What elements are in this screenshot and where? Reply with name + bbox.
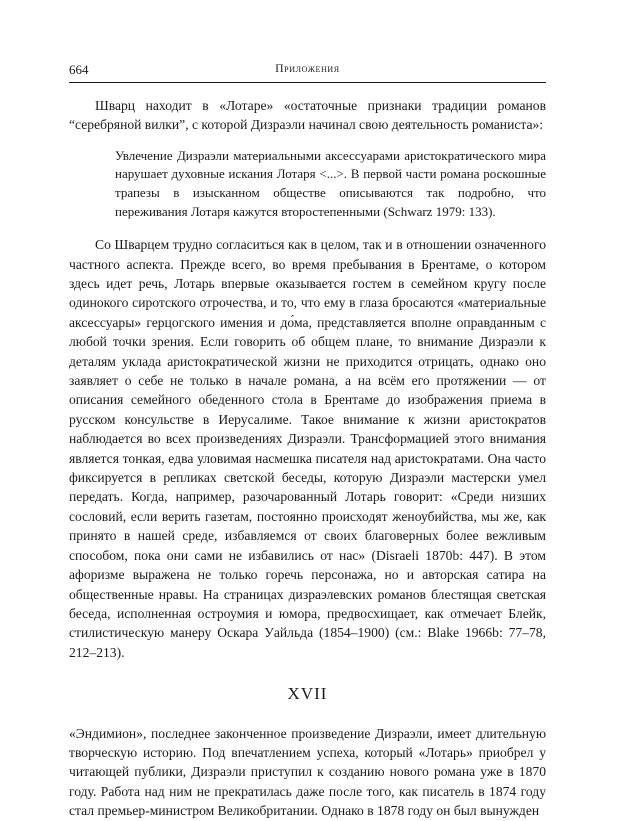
section-title: XVII (287, 684, 328, 704)
paragraph: «Эндимион», последнее законченное произведение Дизраэли, имеет длительную творческую историю. Под впечатлением успеха, который «Лотарь» приобрел у читающей публики, Дизраэли приступил к созданию нового романа уже в 1870 году. Работа над ним не прекратилась даже после того, как писатель в 1874 году стал премьер-министром Великобритании. Однако в 1878 году он был вынужден (69, 725, 546, 819)
main-text (69, 96, 546, 821)
paragraph: Со Шварцем трудно согласиться как в целом, так и в отношении означенного частного аспекта. Прежде всего, во время пребывания в Брентаме, о котором здесь идет речь, Лотарь впервые оказывается гостем в семейном кругу после одинокого сиротского отрочества, и то, что ему в глаза бросаются «материальные аксессуары» герцогского имения и до́ма, представляется вполне оправданным с любой точки зрения. Если говорить об общем плане, то внимание Дизраэли к деталям уклада аристократической жизни не приходится отрицать, однако оно заявляет о себе не только в начале романа, а на всём его протяжении — от описания семейного обеденного стола в Брентаме до изображения приема в русском консульстве в Иерусалиме. Такое внимание к жизни аристократов наблюдается во всех произведениях Дизраэли. Трансформацией этого внимания является тонкая, едва уловимая насмешка писателя над аристократами. Она часто фиксируется в репликах светской беседы, которую Дизраэли мастерски умел передать. Когда, например, разочарованный Лотарь говорит: «Среди низших сословий, если верить газетам, постоянно происходят женоубийства, мы же, как принято в нашей среде, избавляемся от своих благоверных более вежливым способом, пока они сами не избавились от нас» (Disraeli 1870b: 447). В этом афоризме выражена не только горечь персонажа, но и авторская сатира на общественные нравы. На страницах дизраэлевских романов блестящая светская беседа, исполненная остроумия и юмора, предвосхищает, как отмечает Блейк, стилистическую манеру Оскара Уайльда (1854–1900) (см.: Blake 1966b: 77–78, 212–213). (69, 237, 546, 660)
page-number: 664 (69, 62, 89, 77)
page-header (69, 62, 546, 83)
running-head: Приложения (275, 63, 340, 75)
intro-paragraph: Шварц находит в «Лотаре» «остаточные признаки традиции романов “серебряной вилки”, с которой Дизраэли начинал свою деятельность романиста»: (69, 98, 546, 133)
block-quote: Увлечение Дизраэли материальными аксессуарами аристократического мира нарушает духовные искания Лотаря <...>. В первой части романа роскошные трапезы в изысканном обществе описываются так подробно, что переживания Лотаря кажутся второстепенными (Schwarz 1979: 133). (115, 147, 546, 219)
